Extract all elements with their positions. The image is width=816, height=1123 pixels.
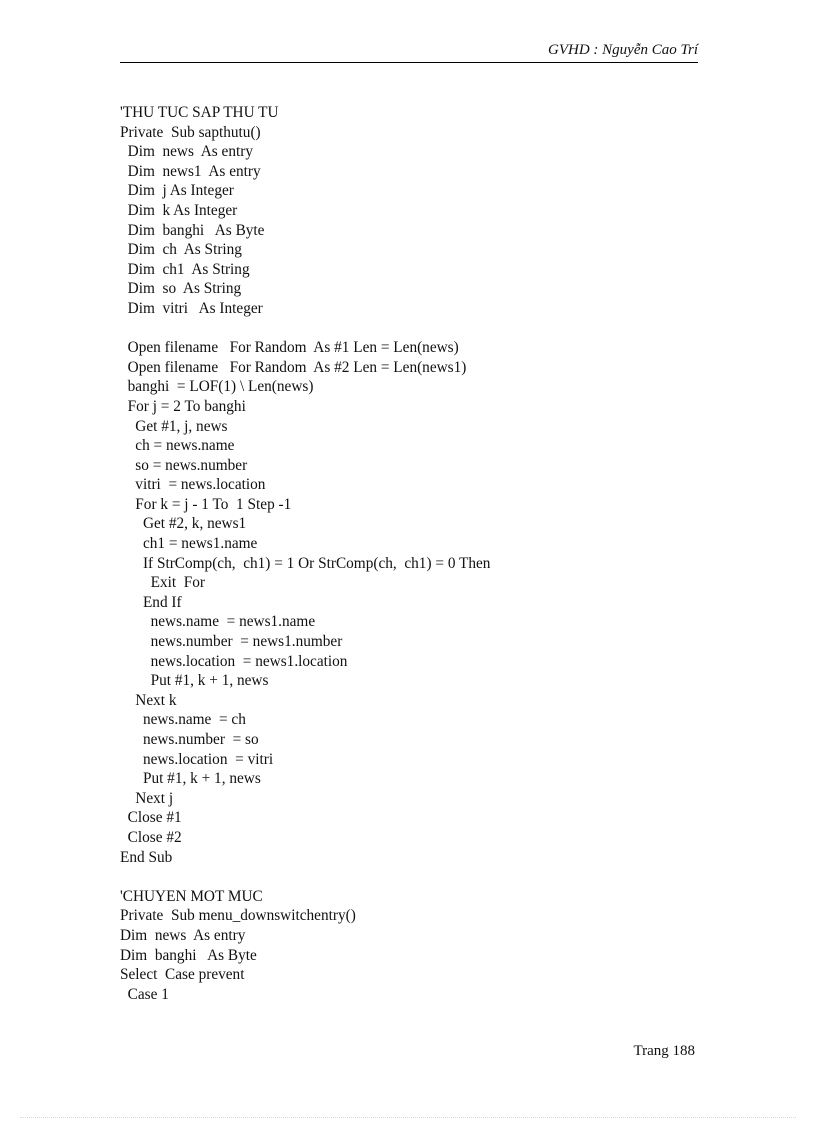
code-line: Open filename For Random As #1 Len = Len(news): [120, 339, 459, 357]
code-line: news.location = vitri: [120, 750, 274, 768]
code-line: For k = j - 1 To 1 Step -1: [120, 495, 292, 513]
code-line: news.name = news1.name: [120, 613, 316, 631]
code-line: news.number = news1.number: [120, 633, 343, 651]
code-line: Dim ch As String: [120, 241, 242, 259]
page-header: [0, 40, 816, 64]
code-line: Dim news As entry: [120, 926, 246, 944]
code-line: For j = 2 To banghi: [120, 397, 246, 415]
code-line: Private Sub menu_downswitchentry(): [120, 907, 356, 925]
code-line: Private Sub sapthutu(): [120, 123, 261, 141]
code-line: news.name = ch: [120, 711, 246, 729]
code-line: Dim k As Integer: [120, 201, 238, 219]
code-line: Close #2: [120, 828, 182, 846]
code-line: Dim banghi As Byte: [120, 221, 265, 239]
code-line: Close #1: [120, 809, 182, 827]
code-line: Dim vitri As Integer: [120, 299, 263, 317]
header-rule: [120, 62, 698, 63]
code-line: Dim banghi As Byte: [120, 946, 257, 964]
code-line: 'THU TUC SAP THU TU: [120, 104, 279, 121]
code-line: Dim news1 As entry: [120, 162, 261, 180]
instructor-label: GVHD : Nguyễn Cao Trí: [548, 42, 698, 58]
code-line: Dim so As String: [120, 280, 242, 298]
code-line: 'CHUYEN MOT MUC: [120, 887, 263, 905]
code-line: banghi = LOF(1) \ Len(news): [120, 378, 314, 396]
code-line: news.location = news1.location: [120, 652, 348, 670]
code-line: ch = news.name: [120, 437, 235, 455]
code-line: news.number = so: [120, 731, 259, 748]
code-line: Case 1: [120, 985, 169, 1003]
code-line: If StrComp(ch, ch1) = 1 Or StrComp(ch, ch1) = 0 Then: [120, 554, 491, 572]
code-listing: [120, 103, 700, 1004]
page-number: Trang 188: [633, 1043, 695, 1059]
code-line: Put #1, k + 1, news: [120, 672, 269, 690]
code-line: so = news.number: [120, 456, 248, 474]
code-line: Dim ch1 As String: [120, 260, 250, 278]
bottom-border: [20, 1117, 796, 1118]
code-line: [120, 867, 700, 887]
code-line: Next j: [120, 789, 174, 807]
code-line: Exit For: [120, 574, 205, 592]
code-line: Next k: [120, 691, 177, 709]
code-line: Open filename For Random As #2 Len = Len(news1): [120, 358, 467, 376]
code-line: End If: [120, 593, 182, 611]
code-line: Dim j As Integer: [120, 182, 234, 200]
code-line: [120, 319, 700, 339]
code-line: Get #2, k, news1: [120, 515, 247, 533]
code-line: Get #1, j, news: [120, 417, 228, 435]
code-line: Dim news As entry: [120, 143, 253, 161]
code-line: Put #1, k + 1, news: [120, 770, 261, 788]
code-line: End Sub: [120, 848, 173, 866]
code-line: ch1 = news1.name: [120, 535, 258, 553]
code-line: vitri = news.location: [120, 476, 266, 494]
code-line: Select Case prevent: [120, 966, 245, 984]
